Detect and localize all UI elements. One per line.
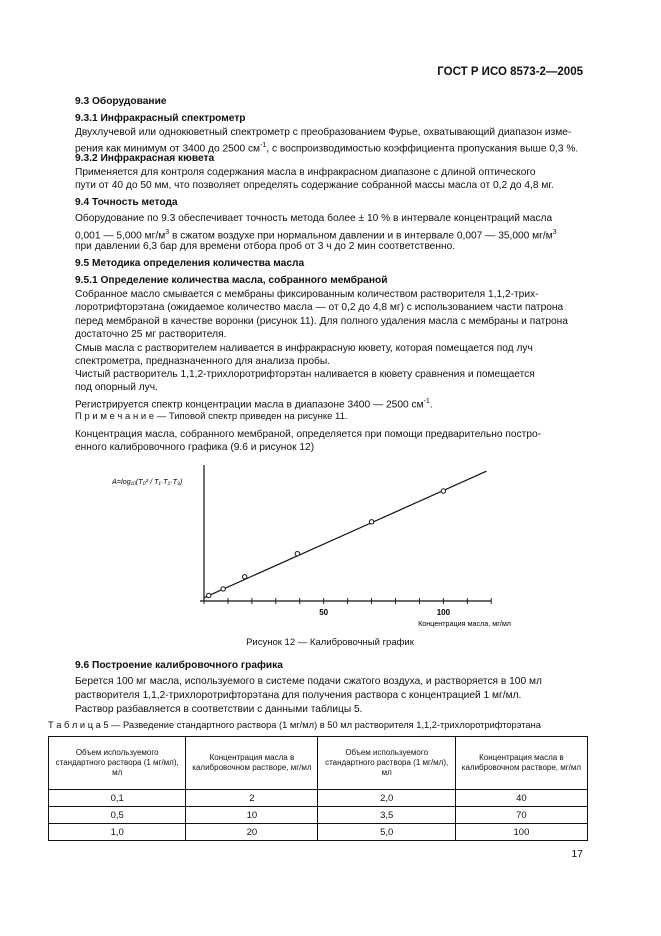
section-9-3-1-title: 9.3.1 Инфракрасный спектрометр [75, 113, 246, 124]
section-9-4-line3: при давлении 6,3 бар для времени отбора проб от 3 ч до 2 мин соответственно. [75, 241, 456, 252]
data-point [207, 593, 211, 597]
text-span: в сжатом воздухе при нормальном давлении и в интервале 0,007 — 35,000 мг/м [169, 230, 553, 242]
section-9-4-title: 9.4 Точность метода [75, 197, 178, 208]
table-cell: 20 [186, 824, 318, 841]
section-9-5-1-line: перед мембраной в качестве воронки (рисунок 11). Для полного удаления масла с мембраны и патрона [75, 316, 568, 327]
superscript: -1 [260, 142, 267, 149]
table-header-cell: Объем используемого стандартного раствора (1 мг/мл), мл [318, 737, 455, 790]
table-label: Т а б л и ц а 5 — [48, 720, 121, 730]
table-cell: 3,5 [318, 807, 455, 824]
section-9-3-2-title: 9.3.2 Инфракрасная кювета [75, 153, 215, 164]
section-9-5-title: 9.5 Методика определения количества масла [75, 258, 305, 269]
text-span: Регистрируется спектр концентрации масла в диапазоне 3400 — 2500 см [75, 399, 424, 411]
section-9-5-1-line: под опорный луч. [75, 382, 158, 393]
table-header-cell: Концентрация масла в калибровочном растворе, мг/мл [186, 737, 318, 790]
calibration-chart [112, 460, 532, 635]
section-9-6-title: 9.6 Построение калибровочного графика [75, 660, 283, 671]
section-9-3-2-line1: Применяется для контроля содержания масла в инфракрасном диапазоне с длиной оптического [75, 167, 536, 178]
section-9-3-1-line1: Двухлучевой или однокюветный спектрометр с преобразованием Фурье, охватывающий диапазон изме- [75, 127, 572, 138]
note [75, 410, 585, 423]
concentration-line2: енного калибровочного графика (9.6 и рисунок 12) [75, 442, 315, 453]
section-9-6-line: Раствор разбавляется в соответствии с данными таблицы 5. [75, 704, 363, 715]
x-tick-label: 50 [319, 608, 329, 617]
y-axis-label: A=log₁₀(T₀² / T₁·T₂·T₃) [112, 477, 183, 486]
section-9-5-1-line: спектрометра, предназначенного для анализа пробы. [75, 356, 331, 367]
table-cell: 1,0 [49, 824, 186, 841]
table-cell: 10 [186, 807, 318, 824]
section-9-6-line: растворителя 1,1,2-трихлоротрифторэтана для получения раствора с концентрацией 1 мг/мл. [75, 690, 522, 701]
table-cell: 0,1 [49, 790, 186, 807]
superscript: 3 [165, 229, 170, 236]
data-point [441, 489, 445, 493]
data-point [369, 520, 373, 524]
chart-plot-area [112, 465, 511, 628]
text-span: , с воспроизводимостью коэффициента пропускания выше 0,3 %. [266, 143, 579, 155]
data-point [221, 587, 225, 591]
section-9-5-1-line: Смыв масла с растворителем наливается в инфракрасную кювету, которая помещается под луч [75, 343, 533, 354]
page-number: 17 [571, 848, 583, 860]
figure-caption: Рисунок 12 — Калибровочный график [246, 637, 414, 648]
table-cell: 100 [455, 824, 587, 841]
superscript: -1 [423, 398, 430, 405]
data-point [242, 575, 246, 579]
table-5 [48, 736, 588, 841]
table-cell: 70 [455, 807, 587, 824]
table-header-row [49, 737, 588, 790]
table-title: Разведение стандартного раствора (1 мг/мл) в 50 мл растворителя 1,1,2-трихлоротрифторэтана [120, 720, 541, 730]
section-9-6-line: Берется 100 мг масла, используемого в системе подачи сжатого воздуха, и растворяется в 100 мл [75, 676, 542, 687]
note-text: — Типовой спектр приведен на рисунке 11. [154, 411, 348, 422]
x-axis-label: Концентрация масла, мг/мл [418, 619, 511, 628]
table-row [49, 824, 588, 841]
table-cell: 40 [455, 790, 587, 807]
data-point [295, 552, 299, 556]
section-9-5-1-line: Чистый растворитель 1,1,2-трихлоротрифторэтан наливается в кювету сравнения и помещается [75, 369, 535, 380]
section-9-5-1-title: 9.5.1 Определение количества масла, собранного мембраной [75, 275, 388, 286]
superscript: 3 [552, 229, 557, 236]
note-label: П р и м е ч а н и е [75, 411, 155, 422]
section-9-5-1-line: достаточно 25 мг растворителя. [75, 329, 227, 340]
concentration-line1: Концентрация масла, собранного мембраной, определяется при помощи предварительно постро- [75, 429, 542, 440]
section-9-5-1-line: лоротрифторэтана (ожидаемое количество масла — от 0,2 до 4,8 мг) с использованием части патрона [75, 302, 564, 313]
table-cell: 2,0 [318, 790, 455, 807]
table-5-caption [48, 719, 593, 732]
table-header-cell: Концентрация масла в калибровочном растворе, мг/мл [455, 737, 587, 790]
table-cell: 5,0 [318, 824, 455, 841]
text-span: рения как минимум от 3400 до 2500 см [75, 143, 261, 155]
section-9-3-2-line2: пути от 40 до 50 мм, что позволяет определять содержание собранной массы масла от 0,2 до 4,8 мг. [75, 180, 554, 191]
table-cell: 0,5 [49, 807, 186, 824]
x-tick-label: 100 [436, 608, 451, 617]
section-9-4-line1: Оборудование по 9.3 обеспечивает точность метода более ± 10 % в интервале концентраций масла [75, 213, 553, 224]
standard-code: ГОСТ Р ИСО 8573-2—2005 [437, 66, 583, 78]
table-row [49, 790, 588, 807]
section-9-5-1-line: Собранное масло смывается с мембраны фиксированным количеством растворителя 1,1,2-трих- [75, 289, 539, 300]
section-9-3-title: 9.3 Оборудование [75, 96, 167, 107]
table-row [49, 807, 588, 824]
table-header-cell: Объем используемого стандартного раствора (1 мг/мл), мл [49, 737, 186, 790]
text-span: . [429, 399, 433, 411]
text-span: 0,001 — 5,000 мг/м [75, 230, 166, 242]
table-cell: 2 [186, 790, 318, 807]
